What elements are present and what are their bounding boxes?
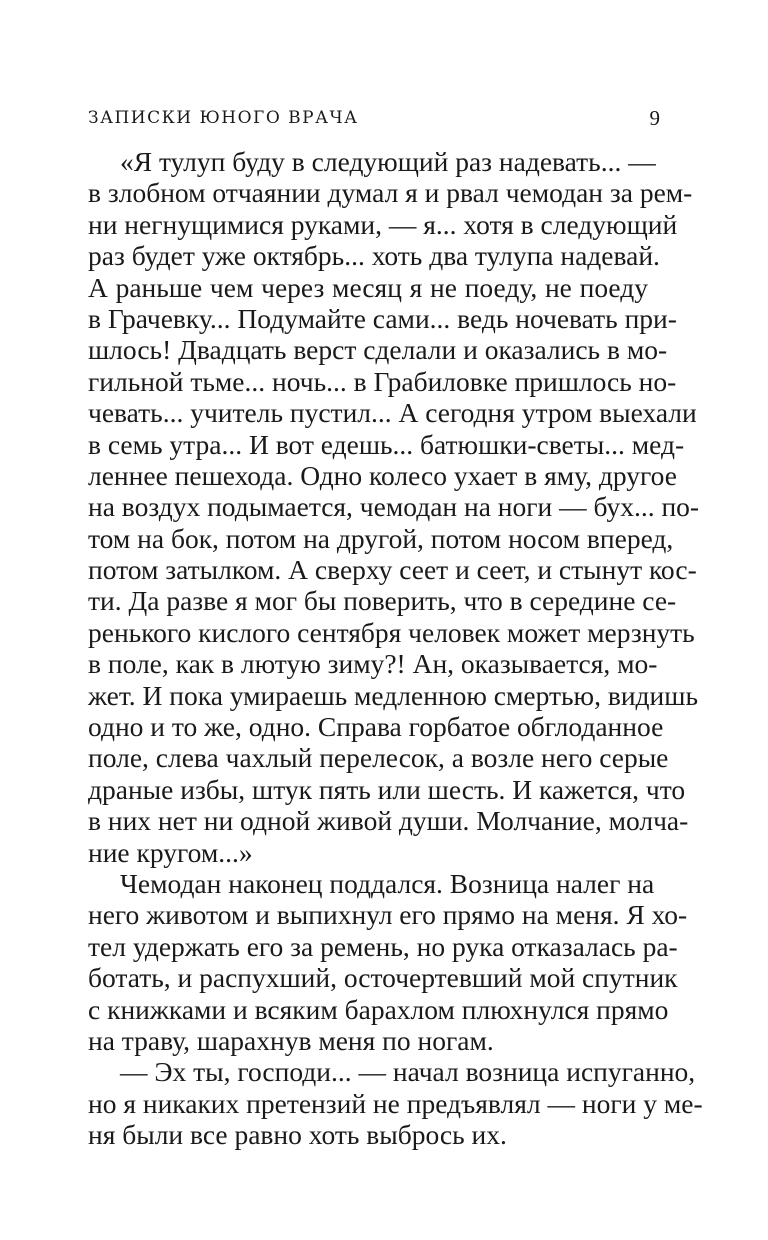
text-line: на траву, шарахнув меня по ногам. [88,1024,494,1056]
text-line: чевать... учитель пустил... А сегодня утром выехали [88,397,697,429]
text-line: на воздух подымается, чемодан на ноги — бух... по- [88,491,700,523]
text-line: А раньше чем через месяц я не поеду, не поеду [88,271,648,303]
text-line: драные избы, штук пять или шесть. И кажется, что [88,773,686,805]
text-line: с книжками и всяким барахлом плюхнулся прямо [88,993,669,1025]
text-line: него животом и выпихнул его прямо на меня. Я хо- [88,899,688,931]
text-line: Чемодан наконец поддался. Возница налег на [120,867,655,899]
text-line: жет. И пока умираешь медленною смертью, видишь [88,679,698,711]
paragraph-2 [88,867,688,1056]
text-line: поле, слева чахлый перелесок, а возле него серые [88,742,669,774]
text-line: шлось! Двадцать верст сделали и оказались в мо- [88,334,668,366]
body-text [88,146,703,1151]
text-line: тел удержать его за ремень, но рука отказалась ра- [88,930,678,962]
page-number: 9 [649,106,660,130]
text-line: ботать, и распухший, осточертевший мой спутник [88,962,678,994]
text-line: в злобном отчаянии думал я и рвал чемодан за рем- [88,177,693,209]
paragraph-1 [88,146,700,868]
text-line: в семь утра... И вот едешь... батюшки-светы... мед- [88,428,685,460]
text-line: — Эх ты, господи... — начал возница испуганно, [120,1056,696,1088]
text-line: ренького кислого сентября человек может мерзнуть [88,616,695,648]
text-line: раз будет уже октябрь... хоть два тулупа надевай. [88,240,660,272]
text-line: «Я тулуп буду в следующий раз надевать... — [120,146,656,177]
text-line: в поле, как в лютую зиму?! Ан, оказывается, мо- [88,648,658,680]
text-line: ние кругом...» [88,836,253,868]
text-line: в них нет ни одной живой души. Молчание, молча- [88,805,689,837]
text-line: но я никаких претензий не предъявлял — ноги у ме- [88,1087,703,1119]
text-line: ни негнущимися руками, — я... хотя в следующий [88,208,678,240]
text-line: гильной тьме... ночь... в Грабиловке пришлось но- [88,365,677,397]
text-line: леннее пешехода. Одно колесо ухает в яму, другое [88,459,677,491]
running-title: ЗАПИСКИ ЮНОГО ВРАЧА [88,108,359,128]
text-line: потом затылком. А сверху сеет и сеет, и стынут кос- [88,554,697,586]
text-line: ня были все равно хоть выбрось их. [88,1119,507,1151]
text-line: том на бок, потом на другой, потом носом вперед, [88,522,674,554]
text-line: ти. Да разве я мог бы поверить, что в середине се- [88,585,677,617]
paragraph-3 [88,1056,703,1151]
text-line: одно и то же, одно. Справа горбатое обглоданное [88,711,664,743]
text-line: в Грачевку... Подумайте сами... ведь ночевать при- [88,302,677,334]
